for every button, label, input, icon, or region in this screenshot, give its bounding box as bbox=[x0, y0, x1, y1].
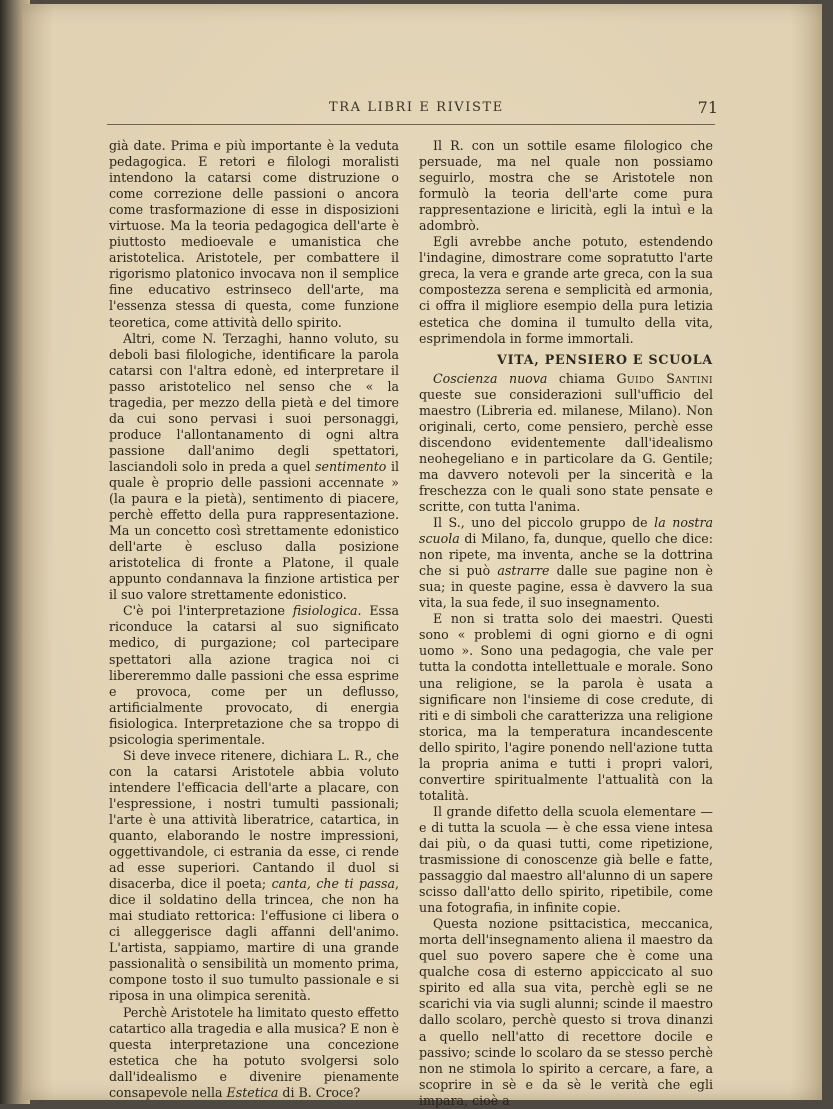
section-heading: VITA, PENSIERO E SCUOLA bbox=[497, 351, 713, 367]
italic-title: la nostra scuola bbox=[419, 515, 713, 547]
left-column bbox=[109, 138, 399, 1101]
italic-term: fisiologica bbox=[292, 603, 358, 619]
paragraph: Il R. con un sottile esame filologico che persuade, ma nel quale non possiamo seguirlo, mostra che se Aristotele non formulò la teoria dell'arte come pura rappresentazione e liricità, egli la intuì e la adombrò. bbox=[419, 138, 713, 234]
paragraph: Altri, come N. Terzaghi, hanno voluto, su deboli basi filologiche, identificare la parola catarsi con l'altra edonè, ed interpretare il passo aristotelico nel senso che « la tragedia, per mezzo della pietà e del timore da cui sono pervasi i suoi personaggi, produce l'allontanamento di ogni altra passione dall'animo degli spettatori, lasciandoli solo in preda a quel sentimento il quale è proprio delle passioni accennate » (la paura e la pietà), sentimento di piacere, perchè effetto della pura rappresentazione. Ma un concetto così strettamente edonistico dell'arte è escluso dalla posizione aristotelica di fronte a Platone, il quale appunto condannava la finzione artistica per il suo valore strettamente edonistico. bbox=[109, 330, 400, 603]
paragraph: E non si tratta solo dei maestri. Questi sono « problemi di ogni giorno e di ogni uomo ». Sono una pedagogia, che vale per tutta la condotta intellettuale e morale. Sono una religione, se la parola è usata a significare non l'insieme di cose credute, di riti e di simboli che caratterizza una religione storica, ma la temperatura incandescente dello spirito, l'agire ponendo nell'azione tutta la propria anima e tutti i propri valori, convertire spiritualmente l'attualità con la totalità. bbox=[419, 611, 713, 803]
page-header bbox=[107, 98, 718, 126]
italic-title: Estetica bbox=[226, 1084, 279, 1100]
paragraph: Si deve invece ritenere, dichiara L. R., che con la catarsi Aristotele abbia voluto intendere l'efficacia dell'arte a placare, con l'espressione, i nostri tumulti passionali; l'arte è una attività liberatrice, catartica, in quanto, elaborando le nostre impressioni, oggettivandole, ci estrania da esse, ci rende ad esse superiori. Cantando il duol si disacerba, dice il poeta; canta, che ti passa, dice il soldatino della trincea, che non ha mai studiato rettorica: l'effusione ci libera o ci alleggerisce dagli affanni dell'animo. L'artista, sappiamo, martire di una grande passionalità o sensibilità un momento prima, compone tosto il suo tumulto passionale e si riposa in una olimpica serenità. bbox=[109, 747, 399, 1004]
paragraph: Egli avrebbe anche potuto, estendendo l'indagine, dimostrare come sopratutto l'arte greca, la vera e grande arte greca, con la sua compostezza serena e semplicità ed armonia, ci offra il migliore esempio della pura letizia estetica che domina il tumulto della vita, esprimendola in forme immortali. bbox=[419, 234, 713, 346]
italic-term: sentimento bbox=[315, 458, 387, 474]
running-title: TRA LIBRI E RIVISTE bbox=[329, 100, 504, 115]
author-name: Guido Santini bbox=[616, 370, 713, 386]
italic-term: astrarre bbox=[497, 563, 550, 579]
paragraph: Il grande difetto della scuola elementare — e di tutta la scuola — è che essa viene intesa dai più, o da quasi tutti, come ripetizione, trasmissione di conoscenze già belle e fatte, passaggio dal maestro all'alunno di un sapere scisso dall'atto dello spirito, ripetibile, come una fotografia, in infinite copie. bbox=[419, 803, 713, 916]
paragraph: Il S., uno del piccolo gruppo de la nostra scuola di Milano, fa, dunque, quello che dice: non ripete, ma inventa, anche se la dottrina che si può astrarre dalle sue pagine non è sua; in queste pagine, essa è davvero la sua vita, la sua fede, il suo insegnamento. bbox=[419, 515, 713, 611]
italic-title: Coscienza nuova bbox=[433, 370, 548, 386]
book-page bbox=[22, 4, 822, 1108]
right-column bbox=[419, 138, 713, 1109]
header-rule bbox=[107, 124, 715, 125]
paragraph: Perchè Aristotele ha limitato questo effetto catartico alla tragedia e alla musica? E non è questa interpretazione una concezione estetica che ha potuto svolgersi solo dall'idealismo e divenire pienamente consapevole nella Estetica di B. Croce? bbox=[109, 1004, 399, 1100]
paragraph: C'è poi l'interpretazione fisiologica. Essa riconduce la catarsi al suo significato medico, di purgazione; col partecipare spettatori alla azione tragica noi ci libereremmo dalle passioni che essa esprime e provoca, come per un deflusso, artificialmente provocato, di energia fisiologica. Interpretazione che sa troppo di psicologia sperimentale. bbox=[109, 603, 399, 747]
italic-quote: canta, che ti passa bbox=[271, 876, 395, 892]
paragraph: Questa nozione psittacistica, meccanica, morta dell'insegnamento aliena il maestro da quel suo povero sapere che è come una qualche cosa di esterno appiccicato al suo spirito ed alla sua vita, perchè egli se ne scarichi via via sugli alunni; scinde il maestro dallo scolaro, perchè questo si trova dinanzi a quello nell'atto di recettore docile e passivo; scinde lo scolaro da se stesso perchè non ne stimola lo spirito a cercare, a fare, a scoprire in sè e da sè le verità che egli impara, cioè a bbox=[419, 916, 713, 1108]
page-number: 71 bbox=[697, 98, 718, 117]
paragraph: Coscienza nuova chiama Guido Santini queste sue considerazioni sull'ufficio del maestro (Libreria ed. milanese, Milano). Non originali, certo, come pensiero, perchè esse discendono evidentemente dall'idealismo neohegeliano e in particolare da G. Gentile; ma davvero notevoli per la sincerità e la freschezza con le quali sono state pensate e scritte, con tutta l'anima. bbox=[419, 370, 713, 514]
paragraph: già date. Prima e più importante è la veduta pedagogica. E retori e filologi moralisti intendono la catarsi come distruzione o come correzione delle passioni o ancora come trasformazione di esse in disposizioni virtuose. Ma la teoria pedagogica dell'arte è piuttosto medioevale e umanistica che aristotelica. Aristotele, per combattere il rigorismo platonico invocava non il semplice fine educativo estrinseco dell'arte, ma l'essenza stessa di questa, come funzione teoretica, come attività dello spirito. bbox=[109, 138, 399, 330]
